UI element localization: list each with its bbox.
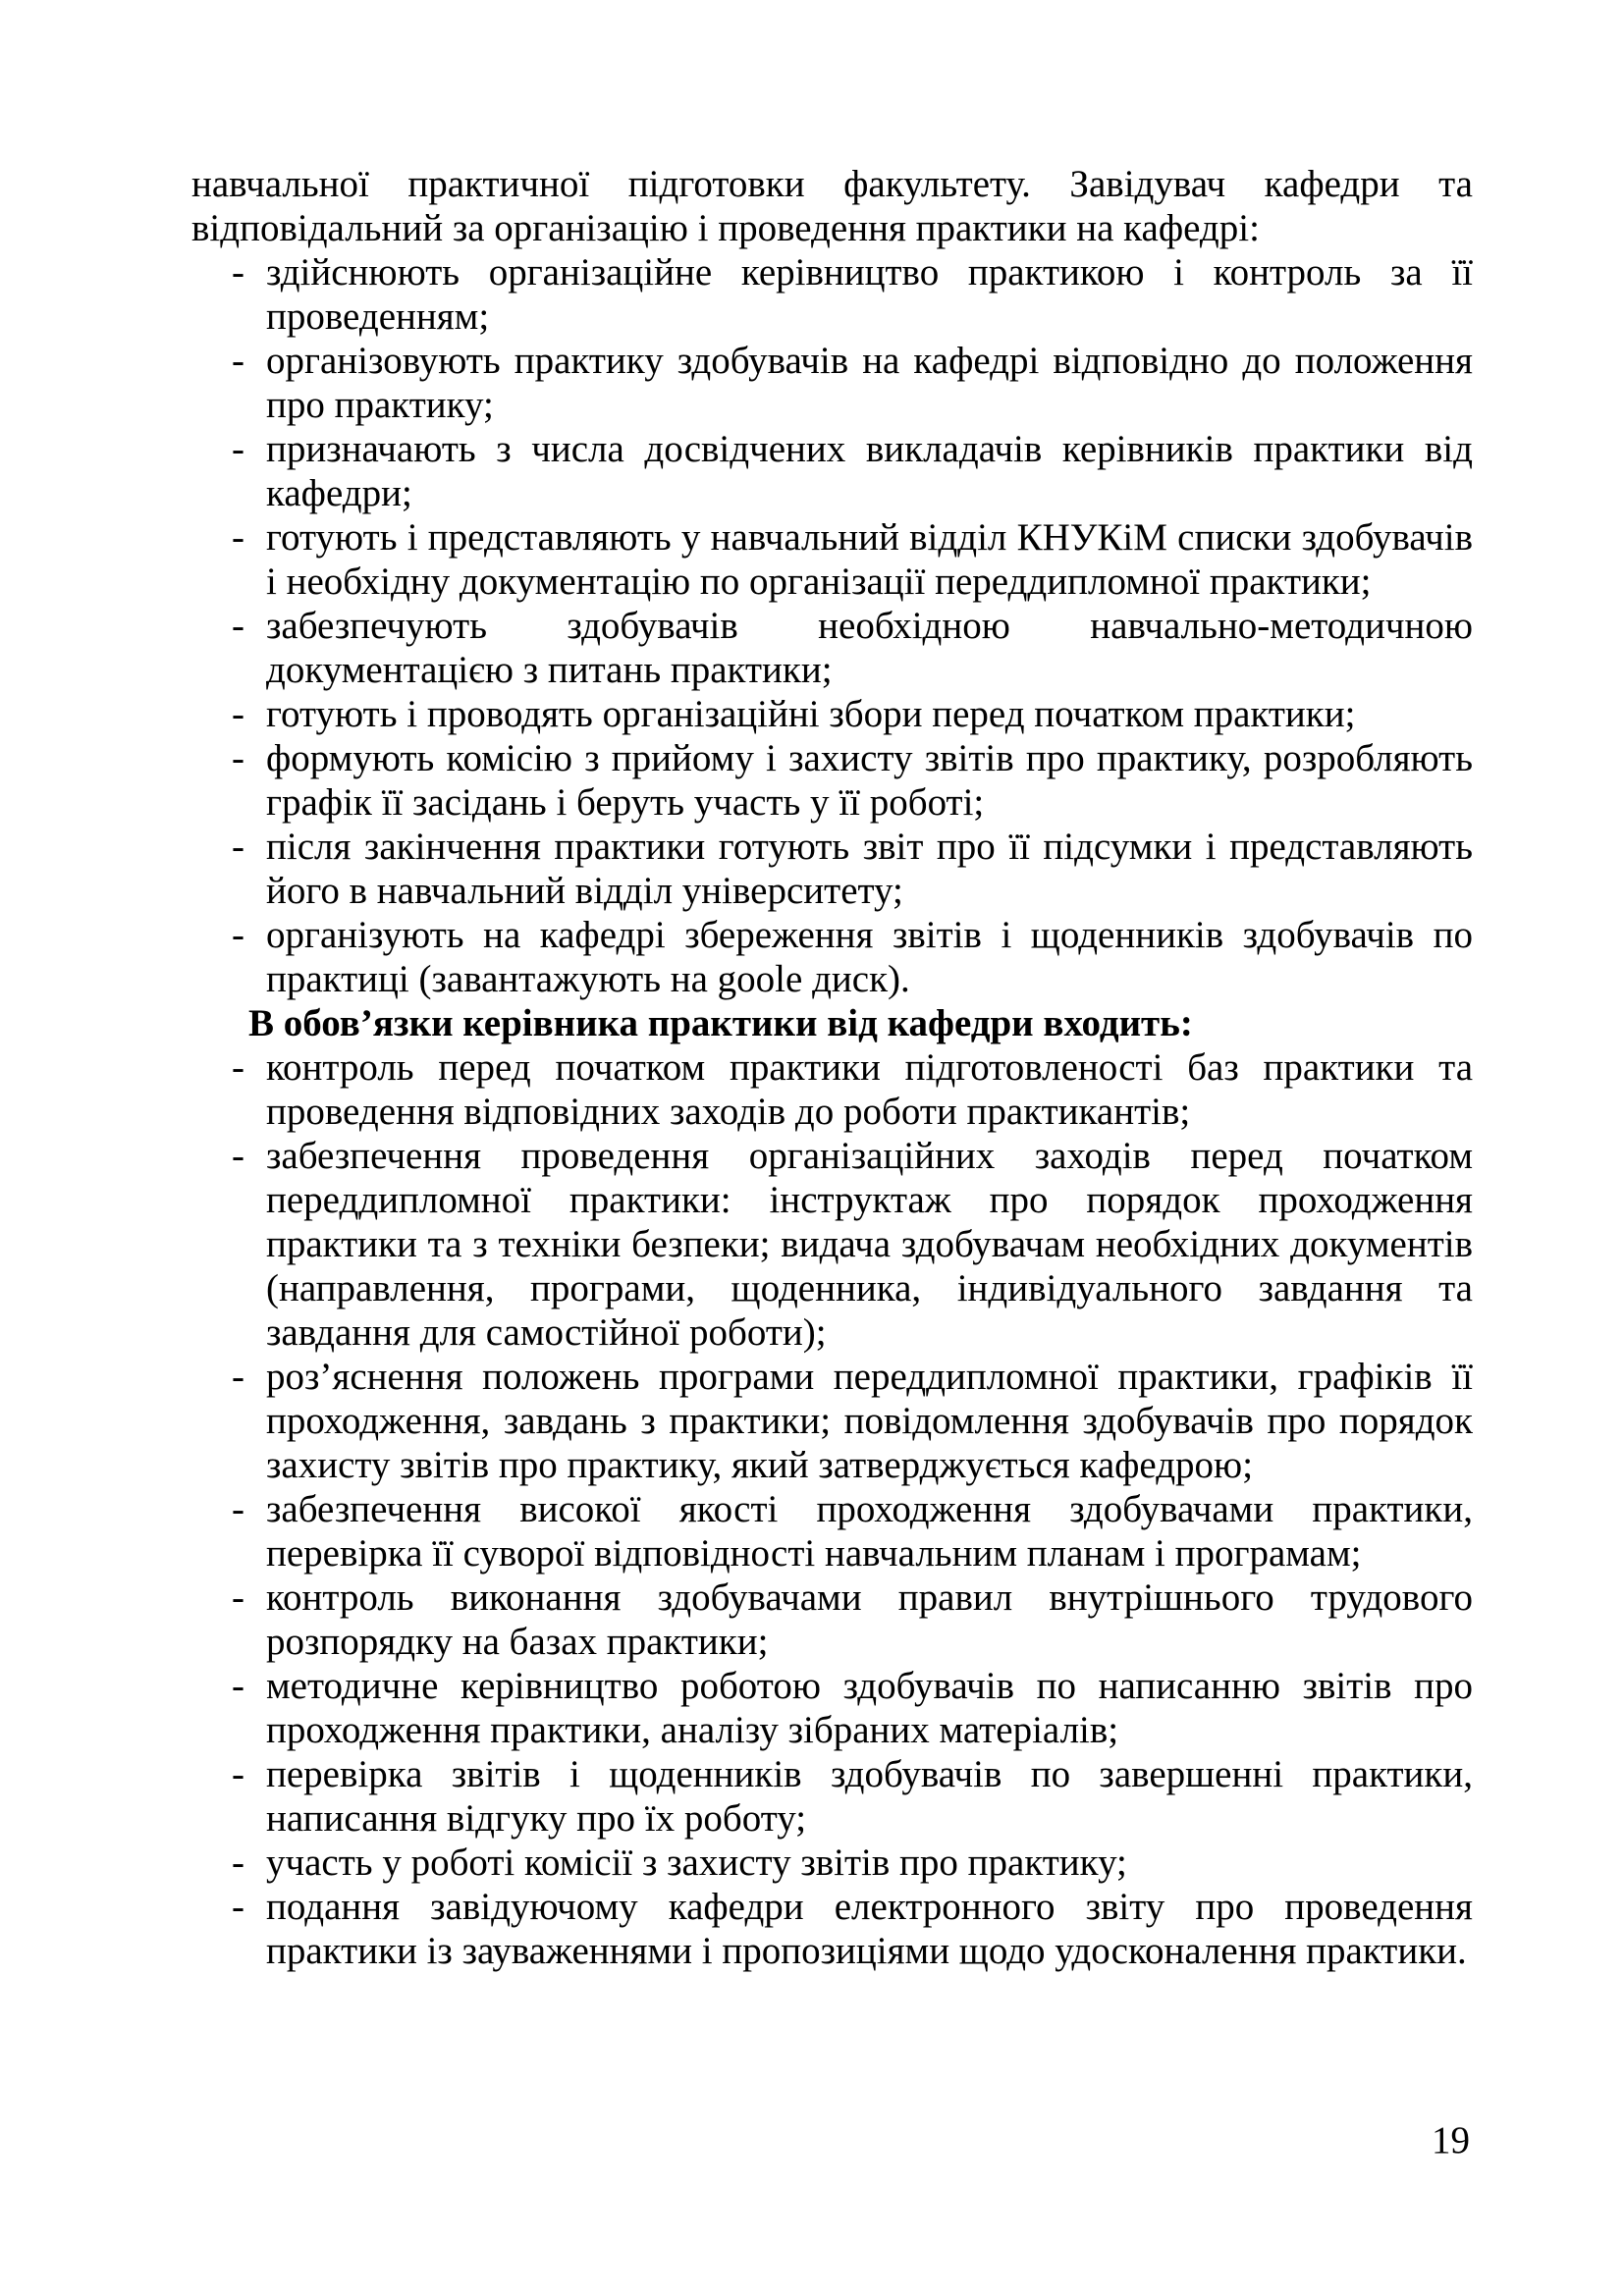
list-item [191, 1355, 1473, 1487]
bullet-dash: - [232, 914, 244, 956]
list-item [191, 1134, 1473, 1355]
list-item [191, 427, 1473, 515]
list-item [191, 1575, 1473, 1664]
list-item [191, 692, 1473, 736]
list-item-text: після закінчення практики готують звіт про її підсумки і представляють його в навчальний відділ університету; [266, 826, 1473, 912]
list-item-text: контроль виконання здобувачами правил внутрішнього трудового розпорядку на базах практики; [266, 1576, 1473, 1663]
list-item [191, 1841, 1473, 1885]
bullet-dash: - [232, 1665, 244, 1707]
list-item-text: забезпечення проведення організаційних заходів перед початком переддипломної практики: інструктаж про порядок проходження практики та з техніки безпеки; видача здобувачам необхідних документів (направлення, програми, щоденника, індивідуального завдання та завдання для самостійної роботи); [266, 1135, 1473, 1354]
bullet-dash: - [232, 1046, 244, 1089]
bullet-dash: - [232, 826, 244, 868]
list-item-text: забезпечення високої якості проходження здобувачами практики, перевірка її суворої відповідності навчальним планам і програмам; [266, 1488, 1473, 1575]
list-item-text: перевірка звітів і щоденників здобувачів по завершенні практики, написання відгуку про їх роботу; [266, 1753, 1473, 1840]
bullet-dash: - [232, 1886, 244, 1928]
list-item [191, 1045, 1473, 1134]
list-item [191, 250, 1473, 339]
department-duties-list [191, 250, 1473, 1001]
bullet-dash: - [232, 340, 244, 382]
list-item-text: контроль перед початком практики підготовленості баз практики та проведення відповідних заходів до роботи практикантів; [266, 1046, 1473, 1133]
list-item-text: роз’яснення положень програми переддипломної практики, графіків її проходження, завдань з практики; повідомлення здобувачів про порядок захисту звітів про практику, який затверджується кафедрою; [266, 1356, 1473, 1486]
list-item-text: участь у роботі комісії з захисту звітів про практику; [266, 1842, 1127, 1884]
list-item [191, 736, 1473, 825]
bullet-dash: - [232, 428, 244, 470]
list-item [191, 913, 1473, 1001]
bullet-dash: - [232, 605, 244, 647]
page-content [191, 162, 1473, 1973]
list-item [191, 515, 1473, 604]
bullet-dash: - [232, 1753, 244, 1795]
list-item [191, 339, 1473, 427]
list-item [191, 1752, 1473, 1841]
intro-paragraph: навчальної практичної підготовки факультету. Завідувач кафедри та відповідальний за організацію і проведення практики на кафедрі: [191, 163, 1473, 249]
bullet-dash: - [232, 1576, 244, 1619]
section-heading: В обов’язки керівника практики від кафедри входить: [248, 1002, 1193, 1044]
list-item-text: готують і проводять організаційні збори перед початком практики; [266, 693, 1356, 735]
list-item-text: здійснюють організаційне керівництво практикою і контроль за її проведенням; [266, 251, 1473, 338]
list-item-text: організують на кафедрі збереження звітів і щоденників здобувачів по практиці (завантажують на goole диск). [266, 914, 1473, 1000]
list-item [191, 1885, 1473, 1973]
bullet-dash: - [232, 251, 244, 294]
list-item [191, 1487, 1473, 1575]
list-item [191, 1664, 1473, 1752]
list-item-text: подання завідуючому кафедри електронного звіту про проведення практики із зауваженнями і пропозиціями щодо удосконалення практики. [266, 1886, 1473, 1972]
list-item-text: призначають з числа досвідчених викладачів керівників практики від кафедри; [266, 428, 1473, 514]
bullet-dash: - [232, 1135, 244, 1177]
bullet-dash: - [232, 1842, 244, 1884]
supervisor-duties-list [191, 1045, 1473, 1973]
bullet-dash: - [232, 1356, 244, 1398]
bullet-dash: - [232, 693, 244, 735]
list-item-text: організовують практику здобувачів на кафедрі відповідно до положення про практику; [266, 340, 1473, 426]
page-number: 19 [1432, 2119, 1470, 2162]
list-item-text: методичне керівництво роботою здобувачів по написанню звітів про проходження практики, аналізу зібраних матеріалів; [266, 1665, 1473, 1751]
list-item [191, 604, 1473, 692]
list-item [191, 825, 1473, 913]
list-item-text: формують комісію з прийому і захисту звітів про практику, розробляють графік її засідань і беруть участь у її роботі; [266, 737, 1473, 824]
list-item-text: забезпечують здобувачів необхідною навчально-методичною документацією з питань практики; [266, 605, 1473, 691]
bullet-dash: - [232, 1488, 244, 1530]
list-item-text: готують і представляють у навчальний відділ КНУКіМ списки здобувачів і необхідну документацію по організації переддипломної практики; [266, 516, 1473, 603]
bullet-dash: - [232, 516, 244, 559]
bullet-dash: - [232, 737, 244, 779]
